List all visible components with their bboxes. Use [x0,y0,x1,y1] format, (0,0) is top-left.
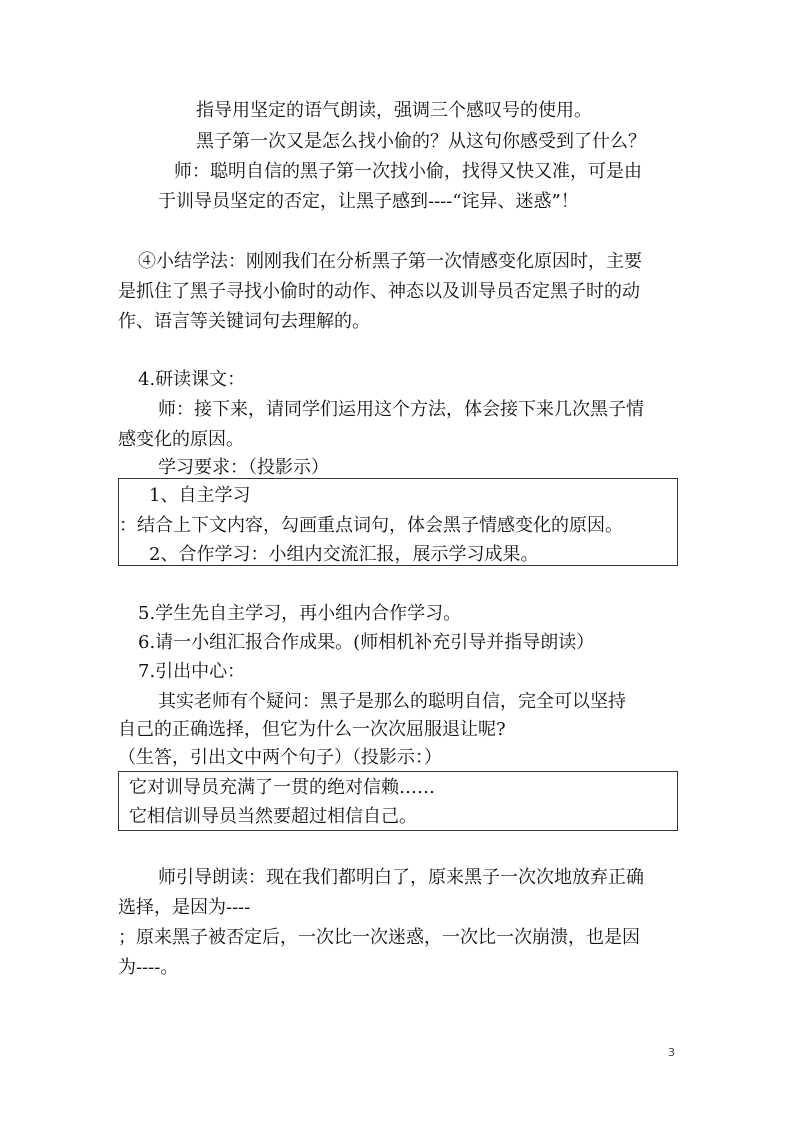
box-text-line: 它对训导员充满了一贯的绝对信赖…… [129,777,435,798]
text-line: 作、语言等关键词句去理解的。 [118,311,370,332]
text-line: 师：聪明自信的黑子第一次找小偷，找得又快又准，可是由 [174,161,642,182]
text-line: ④小结学法：刚刚我们在分析黑子第一次情感变化原因时，主要 [138,251,642,272]
box-text-line: 它相信训导员当然要超过相信自己。 [129,806,417,827]
text-line: 其实老师有个疑问：黑子是那么的聪明自信，完全可以坚持 [158,691,626,712]
text-line: 是抓住了黑子寻找小偷时的动作、神态以及训导员否定黑子时的动 [118,281,640,302]
learning-requirements-box [118,478,678,566]
page-number: 3 [668,1046,675,1059]
text-line: 5.学生先自主学习，再小组内合作学习。 [138,603,462,624]
text-line: 4.研读课文： [138,369,246,390]
text-line: 选择，是因为---- [118,897,251,918]
text-line: 师引导朗读：现在我们都明白了，原来黑子一次次地放弃正确 [158,867,644,888]
text-line: 黑子第一次又是怎么找小偷的？从这句你感受到了什么？ [196,131,646,152]
box-text-line: 1、自主学习 [149,485,251,506]
text-line: 于训导员坚定的否定，让黑子感到----“诧异、迷惑”！ [158,191,579,212]
text-line: 自己的正确选择，但它为什么一次次屈服退让呢? [118,719,506,740]
box-text-line: 2、合作学习：小组内交流汇报，展示学习成果。 [149,544,539,565]
text-line: 6.请一小组汇报合作成果。(师相机补充引导并指导朗读） [138,632,595,653]
box-text-line: ：结合上下文内容，勾画重点词句，体会黑子情感变化的原因。 [119,515,623,536]
text-line: 为----。 [118,957,179,978]
text-line: ；原来黑子被否定后，一次比一次迷惑，一次比一次崩溃，也是因 [118,927,640,948]
text-line: 师：接下来，请同学们运用这个方法，体会接下来几次黑子情 [158,399,644,420]
text-line: 7.引出中心： [138,661,246,682]
key-sentences-box [118,771,678,831]
text-line: （生答，引出文中两个句子）（投影示：） [118,747,442,768]
text-line: 学习要求：（投影示） [158,457,329,478]
text-line: 指导用坚定的语气朗读，强调三个感叹号的使用。 [196,100,592,121]
text-line: 感变化的原因。 [118,429,244,450]
